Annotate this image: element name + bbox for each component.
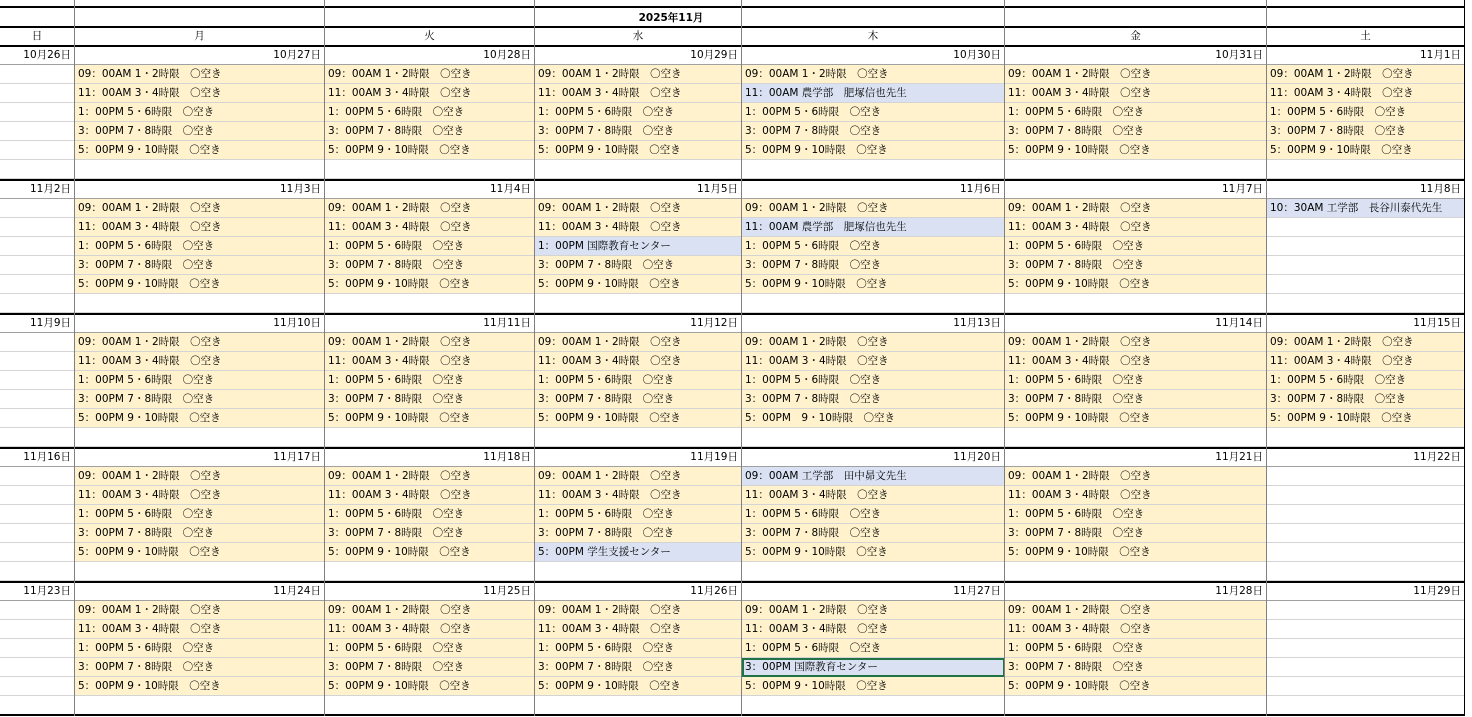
available-slot[interactable]: 1：00PM 5・6時限 〇空き — [75, 103, 325, 122]
available-slot[interactable]: 5：00PM 9・10時限 〇空き — [535, 141, 742, 160]
date-cell[interactable]: 11月2日 — [0, 180, 75, 199]
available-slot[interactable]: 5：00PM 9・10時限 〇空き — [75, 543, 325, 562]
available-slot[interactable]: 11：00AM 3・4時限 〇空き — [325, 486, 535, 505]
available-slot[interactable]: 3：00PM 7・8時限 〇空き — [325, 256, 535, 275]
available-slot[interactable]: 09：00AM 1・2時限 〇空き — [535, 467, 742, 486]
available-slot[interactable]: 1：00PM 5・6時限 〇空き — [325, 103, 535, 122]
available-slot[interactable]: 09：00AM 1・2時限 〇空き — [75, 333, 325, 352]
available-slot[interactable]: 3：00PM 7・8時限 〇空き — [1005, 122, 1267, 141]
available-slot[interactable]: 3：00PM 7・8時限 〇空き — [325, 524, 535, 543]
empty-cell[interactable] — [0, 84, 75, 103]
column-divider — [741, 0, 742, 716]
available-slot[interactable]: 5：00PM 9・10時限 〇空き — [1005, 677, 1267, 696]
available-slot[interactable]: 5：00PM 9・10時限 〇空き — [325, 275, 535, 294]
booked-slot[interactable]: 3：00PM 国際教育センター — [742, 658, 1005, 677]
empty-cell[interactable] — [1267, 620, 1465, 639]
available-slot[interactable]: 1：00PM 5・6時限 〇空き — [325, 371, 535, 390]
available-slot[interactable]: 3：00PM 7・8時限 〇空き — [1005, 524, 1267, 543]
available-slot[interactable]: 3：00PM 7・8時限 〇空き — [325, 122, 535, 141]
available-slot[interactable]: 3：00PM 7・8時限 〇空き — [742, 122, 1005, 141]
empty-cell[interactable] — [742, 160, 1005, 179]
available-slot[interactable]: 3：00PM 7・8時限 〇空き — [75, 390, 325, 409]
column-divider — [1004, 0, 1005, 716]
empty-cell[interactable] — [0, 620, 75, 639]
empty-cell[interactable] — [1267, 486, 1465, 505]
available-slot[interactable]: 11：00AM 3・4時限 〇空き — [1005, 352, 1267, 371]
available-slot[interactable]: 5：00PM 9・10時限 〇空き — [75, 409, 325, 428]
empty-cell[interactable] — [0, 160, 75, 179]
available-slot[interactable]: 5：00PM 9・10時限 〇空き — [325, 543, 535, 562]
empty-cell[interactable] — [0, 199, 75, 218]
available-slot[interactable]: 1：00PM 5・6時限 〇空き — [1005, 639, 1267, 658]
date-cell[interactable]: 11月27日 — [742, 582, 1005, 601]
available-slot[interactable]: 5：00PM 9・10時限 〇空き — [1005, 543, 1267, 562]
empty-cell[interactable] — [1005, 294, 1267, 313]
empty-cell[interactable] — [0, 333, 75, 352]
empty-cell[interactable] — [0, 428, 75, 447]
empty-cell[interactable] — [325, 428, 535, 447]
weekday-header-0[interactable]: 日 — [0, 27, 75, 46]
available-slot[interactable]: 1：00PM 5・6時限 〇空き — [742, 237, 1005, 256]
booked-slot[interactable]: 5：00PM 学生支援センター — [535, 543, 742, 562]
empty-cell[interactable] — [0, 467, 75, 486]
available-slot[interactable]: 09：00AM 1・2時限 〇空き — [535, 333, 742, 352]
available-slot[interactable]: 5：00PM 9・10時限 〇空き — [742, 409, 1005, 428]
date-cell[interactable]: 11月6日 — [742, 180, 1005, 199]
available-slot[interactable]: 1：00PM 5・6時限 〇空き — [742, 103, 1005, 122]
available-slot[interactable]: 11：00AM 3・4時限 〇空き — [75, 218, 325, 237]
available-slot[interactable]: 3：00PM 7・8時限 〇空き — [75, 658, 325, 677]
available-slot[interactable]: 09：00AM 1・2時限 〇空き — [1267, 65, 1465, 84]
date-cell[interactable]: 11月7日 — [1005, 180, 1267, 199]
available-slot[interactable]: 11：00AM 3・4時限 〇空き — [1267, 352, 1465, 371]
date-cell[interactable]: 11月16日 — [0, 448, 75, 467]
available-slot[interactable]: 3：00PM 7・8時限 〇空き — [535, 658, 742, 677]
available-slot[interactable]: 3：00PM 7・8時限 〇空き — [75, 122, 325, 141]
available-slot[interactable]: 5：00PM 9・10時限 〇空き — [1267, 409, 1465, 428]
available-slot[interactable]: 11：00AM 3・4時限 〇空き — [325, 84, 535, 103]
available-slot[interactable]: 1：00PM 5・6時限 〇空き — [535, 371, 742, 390]
available-slot[interactable]: 11：00AM 3・4時限 〇空き — [1005, 84, 1267, 103]
available-slot[interactable]: 09：00AM 1・2時限 〇空き — [1005, 467, 1267, 486]
date-cell[interactable]: 11月17日 — [75, 448, 325, 467]
date-cell[interactable]: 11月15日 — [1267, 314, 1465, 333]
date-cell[interactable]: 11月28日 — [1005, 582, 1267, 601]
weekday-header-6[interactable]: 土 — [1267, 27, 1465, 46]
empty-cell[interactable] — [0, 677, 75, 696]
date-cell[interactable]: 10月31日 — [1005, 46, 1267, 65]
available-slot[interactable]: 09：00AM 1・2時限 〇空き — [1005, 601, 1267, 620]
available-slot[interactable]: 11：00AM 3・4時限 〇空き — [535, 218, 742, 237]
empty-cell[interactable] — [1267, 543, 1465, 562]
available-slot[interactable]: 1：00PM 5・6時限 〇空き — [742, 639, 1005, 658]
empty-cell[interactable] — [1267, 237, 1465, 256]
available-slot[interactable]: 09：00AM 1・2時限 〇空き — [75, 65, 325, 84]
bottom-border — [0, 714, 1465, 716]
available-slot[interactable]: 09：00AM 1・2時限 〇空き — [742, 199, 1005, 218]
column-divider — [1464, 0, 1465, 716]
available-slot[interactable]: 1：00PM 5・6時限 〇空き — [1005, 103, 1267, 122]
available-slot[interactable]: 1：00PM 5・6時限 〇空き — [535, 505, 742, 524]
date-cell[interactable]: 11月13日 — [742, 314, 1005, 333]
available-slot[interactable]: 5：00PM 9・10時限 〇空き — [742, 543, 1005, 562]
empty-cell[interactable] — [535, 562, 742, 581]
available-slot[interactable]: 1：00PM 5・6時限 〇空き — [535, 103, 742, 122]
date-cell[interactable]: 11月18日 — [325, 448, 535, 467]
date-cell[interactable]: 11月12日 — [535, 314, 742, 333]
available-slot[interactable]: 1：00PM 5・6時限 〇空き — [1005, 237, 1267, 256]
available-slot[interactable]: 5：00PM 9・10時限 〇空き — [1005, 409, 1267, 428]
week-separator — [0, 179, 1465, 181]
available-slot[interactable]: 5：00PM 9・10時限 〇空き — [742, 141, 1005, 160]
available-slot[interactable]: 09：00AM 1・2時限 〇空き — [325, 65, 535, 84]
available-slot[interactable]: 09：00AM 1・2時限 〇空き — [325, 601, 535, 620]
available-slot[interactable]: 11：00AM 3・4時限 〇空き — [535, 486, 742, 505]
date-cell[interactable]: 11月14日 — [1005, 314, 1267, 333]
available-slot[interactable]: 11：00AM 3・4時限 〇空き — [742, 486, 1005, 505]
empty-cell[interactable] — [1267, 428, 1465, 447]
available-slot[interactable]: 09：00AM 1・2時限 〇空き — [742, 65, 1005, 84]
available-slot[interactable]: 09：00AM 1・2時限 〇空き — [325, 467, 535, 486]
date-cell[interactable]: 11月4日 — [325, 180, 535, 199]
booked-slot[interactable]: 1：00PM 国際教育センター — [535, 237, 742, 256]
empty-cell[interactable] — [1267, 505, 1465, 524]
empty-cell[interactable] — [0, 543, 75, 562]
empty-cell[interactable] — [75, 294, 325, 313]
available-slot[interactable]: 09：00AM 1・2時限 〇空き — [1005, 333, 1267, 352]
available-slot[interactable]: 09：00AM 1・2時限 〇空き — [1267, 333, 1465, 352]
empty-cell[interactable] — [0, 409, 75, 428]
empty-cell[interactable] — [1267, 467, 1465, 486]
available-slot[interactable]: 11：00AM 3・4時限 〇空き — [75, 486, 325, 505]
available-slot[interactable]: 3：00PM 7・8時限 〇空き — [1005, 256, 1267, 275]
date-cell[interactable]: 11月24日 — [75, 582, 325, 601]
week-separator — [0, 581, 1465, 583]
available-slot[interactable]: 1：00PM 5・6時限 〇空き — [75, 237, 325, 256]
empty-cell[interactable] — [1267, 562, 1465, 581]
date-cell[interactable]: 10月26日 — [0, 46, 75, 65]
available-slot[interactable]: 3：00PM 7・8時限 〇空き — [535, 122, 742, 141]
available-slot[interactable]: 1：00PM 5・6時限 〇空き — [75, 371, 325, 390]
available-slot[interactable]: 3：00PM 7・8時限 〇空き — [742, 256, 1005, 275]
empty-cell[interactable] — [1267, 256, 1465, 275]
available-slot[interactable]: 09：00AM 1・2時限 〇空き — [75, 601, 325, 620]
available-slot[interactable]: 5：00PM 9・10時限 〇空き — [75, 677, 325, 696]
available-slot[interactable]: 09：00AM 1・2時限 〇空き — [325, 199, 535, 218]
empty-cell[interactable] — [742, 562, 1005, 581]
empty-cell[interactable] — [1005, 562, 1267, 581]
available-slot[interactable]: 11：00AM 3・4時限 〇空き — [325, 620, 535, 639]
available-slot[interactable]: 1：00PM 5・6時限 〇空き — [1005, 371, 1267, 390]
available-slot[interactable]: 5：00PM 9・10時限 〇空き — [75, 275, 325, 294]
weekday-header-1[interactable]: 月 — [75, 27, 325, 46]
available-slot[interactable]: 5：00PM 9・10時限 〇空き — [1005, 141, 1267, 160]
date-cell[interactable]: 11月21日 — [1005, 448, 1267, 467]
column-divider — [534, 0, 535, 716]
empty-cell[interactable] — [1005, 696, 1267, 715]
empty-cell[interactable] — [1267, 160, 1465, 179]
weekday-header-5[interactable]: 金 — [1005, 27, 1267, 46]
header-separator — [0, 6, 1465, 8]
empty-cell[interactable] — [0, 371, 75, 390]
empty-cell[interactable] — [75, 562, 325, 581]
available-slot[interactable]: 1：00PM 5・6時限 〇空き — [75, 639, 325, 658]
available-slot[interactable]: 5：00PM 9・10時限 〇空き — [325, 409, 535, 428]
empty-cell[interactable] — [0, 103, 75, 122]
week-separator — [0, 45, 1465, 47]
available-slot[interactable]: 11：00AM 3・4時限 〇空き — [75, 620, 325, 639]
empty-cell[interactable] — [0, 562, 75, 581]
empty-cell[interactable] — [0, 524, 75, 543]
date-cell[interactable]: 11月22日 — [1267, 448, 1465, 467]
available-slot[interactable]: 11：00AM 3・4時限 〇空き — [535, 84, 742, 103]
empty-cell[interactable] — [75, 696, 325, 715]
empty-cell[interactable] — [75, 160, 325, 179]
available-slot[interactable]: 11：00AM 3・4時限 〇空き — [75, 352, 325, 371]
available-slot[interactable]: 1：00PM 5・6時限 〇空き — [325, 639, 535, 658]
available-slot[interactable]: 3：00PM 7・8時限 〇空き — [1267, 390, 1465, 409]
week-separator — [0, 447, 1465, 449]
available-slot[interactable]: 3：00PM 7・8時限 〇空き — [1005, 390, 1267, 409]
date-cell[interactable]: 11月10日 — [75, 314, 325, 333]
available-slot[interactable]: 11：00AM 3・4時限 〇空き — [325, 352, 535, 371]
empty-cell[interactable] — [325, 160, 535, 179]
empty-cell[interactable] — [535, 696, 742, 715]
week-separator — [0, 313, 1465, 315]
available-slot[interactable]: 09：00AM 1・2時限 〇空き — [535, 601, 742, 620]
booked-slot[interactable]: 09：00AM 工学部 田中昴文先生 — [742, 467, 1005, 486]
weekday-header-4[interactable]: 木 — [742, 27, 1005, 46]
available-slot[interactable]: 1：00PM 5・6時限 〇空き — [1005, 505, 1267, 524]
empty-cell[interactable] — [0, 294, 75, 313]
available-slot[interactable]: 09：00AM 1・2時限 〇空き — [535, 65, 742, 84]
empty-cell[interactable] — [1267, 294, 1465, 313]
date-cell[interactable]: 10月28日 — [325, 46, 535, 65]
date-cell[interactable]: 11月20日 — [742, 448, 1005, 467]
empty-cell[interactable] — [0, 65, 75, 84]
available-slot[interactable]: 3：00PM 7・8時限 〇空き — [535, 524, 742, 543]
available-slot[interactable]: 5：00PM 9・10時限 〇空き — [325, 141, 535, 160]
empty-cell[interactable] — [1267, 524, 1465, 543]
available-slot[interactable]: 1：00PM 5・6時限 〇空き — [1267, 371, 1465, 390]
available-slot[interactable]: 11：00AM 3・4時限 〇空き — [742, 620, 1005, 639]
available-slot[interactable]: 3：00PM 7・8時限 〇空き — [325, 390, 535, 409]
empty-cell[interactable] — [742, 294, 1005, 313]
empty-cell[interactable] — [0, 122, 75, 141]
date-cell[interactable]: 11月8日 — [1267, 180, 1465, 199]
available-slot[interactable]: 5：00PM 9・10時限 〇空き — [325, 677, 535, 696]
empty-cell[interactable] — [535, 428, 742, 447]
available-slot[interactable]: 1：00PM 5・6時限 〇空き — [742, 505, 1005, 524]
empty-cell[interactable] — [1267, 275, 1465, 294]
available-slot[interactable]: 5：00PM 9・10時限 〇空き — [535, 677, 742, 696]
available-slot[interactable]: 3：00PM 7・8時限 〇空き — [75, 524, 325, 543]
empty-cell[interactable] — [0, 237, 75, 256]
date-cell[interactable]: 10月29日 — [535, 46, 742, 65]
available-slot[interactable]: 3：00PM 7・8時限 〇空き — [1267, 122, 1465, 141]
empty-cell[interactable] — [0, 141, 75, 160]
available-slot[interactable]: 11：00AM 3・4時限 〇空き — [535, 352, 742, 371]
date-cell[interactable]: 11月11日 — [325, 314, 535, 333]
empty-cell[interactable] — [742, 428, 1005, 447]
empty-cell[interactable] — [0, 352, 75, 371]
empty-cell[interactable] — [0, 505, 75, 524]
weekday-header-3[interactable]: 水 — [535, 27, 742, 46]
available-slot[interactable]: 5：00PM 9・10時限 〇空き — [535, 409, 742, 428]
empty-cell[interactable] — [1267, 658, 1465, 677]
column-divider — [1266, 0, 1267, 716]
booked-slot[interactable]: 11：00AM 農学部 肥塚信也先生 — [742, 84, 1005, 103]
header-separator — [0, 26, 1465, 28]
available-slot[interactable]: 09：00AM 1・2時限 〇空き — [325, 333, 535, 352]
empty-cell[interactable] — [1267, 696, 1465, 715]
available-slot[interactable]: 11：00AM 3・4時限 〇空き — [742, 352, 1005, 371]
available-slot[interactable]: 09：00AM 1・2時限 〇空き — [1005, 199, 1267, 218]
empty-cell[interactable] — [1267, 218, 1465, 237]
available-slot[interactable]: 09：00AM 1・2時限 〇空き — [1005, 65, 1267, 84]
weekday-header-2[interactable]: 火 — [325, 27, 535, 46]
booked-slot[interactable]: 10：30AM 工学部 長谷川泰代先生 — [1267, 199, 1465, 218]
available-slot[interactable]: 3：00PM 7・8時限 〇空き — [325, 658, 535, 677]
available-slot[interactable]: 3：00PM 7・8時限 〇空き — [1005, 658, 1267, 677]
empty-cell[interactable] — [742, 696, 1005, 715]
available-slot[interactable]: 11：00AM 3・4時限 〇空き — [75, 84, 325, 103]
date-cell[interactable]: 11月5日 — [535, 180, 742, 199]
date-cell[interactable]: 11月1日 — [1267, 46, 1465, 65]
booked-slot[interactable]: 11：00AM 農学部 肥塚信也先生 — [742, 218, 1005, 237]
available-slot[interactable]: 11：00AM 3・4時限 〇空き — [325, 218, 535, 237]
available-slot[interactable]: 11：00AM 3・4時限 〇空き — [1005, 620, 1267, 639]
date-cell[interactable]: 11月25日 — [325, 582, 535, 601]
empty-cell[interactable] — [1005, 160, 1267, 179]
date-cell[interactable]: 10月30日 — [742, 46, 1005, 65]
empty-cell[interactable] — [1267, 677, 1465, 696]
empty-cell[interactable] — [0, 696, 75, 715]
available-slot[interactable]: 1：00PM 5・6時限 〇空き — [1267, 103, 1465, 122]
column-divider — [324, 0, 325, 716]
available-slot[interactable]: 5：00PM 9・10時限 〇空き — [742, 677, 1005, 696]
available-slot[interactable]: 1：00PM 5・6時限 〇空き — [325, 237, 535, 256]
date-cell[interactable]: 11月23日 — [0, 582, 75, 601]
available-slot[interactable]: 5：00PM 9・10時限 〇空き — [535, 275, 742, 294]
available-slot[interactable]: 09：00AM 1・2時限 〇空き — [535, 199, 742, 218]
empty-cell[interactable] — [0, 390, 75, 409]
available-slot[interactable]: 5：00PM 9・10時限 〇空き — [1267, 141, 1465, 160]
empty-cell[interactable] — [0, 256, 75, 275]
empty-cell[interactable] — [75, 428, 325, 447]
available-slot[interactable]: 3：00PM 7・8時限 〇空き — [742, 390, 1005, 409]
available-slot[interactable]: 1：00PM 5・6時限 〇空き — [535, 639, 742, 658]
empty-cell[interactable] — [0, 639, 75, 658]
available-slot[interactable]: 09：00AM 1・2時限 〇空き — [742, 333, 1005, 352]
date-cell[interactable]: 11月29日 — [1267, 582, 1465, 601]
date-cell[interactable]: 11月3日 — [75, 180, 325, 199]
empty-cell[interactable] — [0, 601, 75, 620]
available-slot[interactable]: 11：00AM 3・4時限 〇空き — [1005, 218, 1267, 237]
date-cell[interactable]: 11月19日 — [535, 448, 742, 467]
empty-cell[interactable] — [325, 562, 535, 581]
empty-cell[interactable] — [325, 696, 535, 715]
empty-cell[interactable] — [0, 275, 75, 294]
empty-cell[interactable] — [325, 294, 535, 313]
empty-cell[interactable] — [0, 218, 75, 237]
available-slot[interactable]: 11：00AM 3・4時限 〇空き — [1267, 84, 1465, 103]
available-slot[interactable]: 5：00PM 9・10時限 〇空き — [1005, 275, 1267, 294]
calendar-title[interactable]: 2025年11月 — [75, 8, 1267, 28]
empty-cell[interactable] — [535, 160, 742, 179]
available-slot[interactable]: 5：00PM 9・10時限 〇空き — [742, 275, 1005, 294]
available-slot[interactable]: 3：00PM 7・8時限 〇空き — [742, 524, 1005, 543]
empty-cell[interactable] — [0, 486, 75, 505]
empty-cell[interactable] — [1267, 639, 1465, 658]
date-cell[interactable]: 11月9日 — [0, 314, 75, 333]
available-slot[interactable]: 5：00PM 9・10時限 〇空き — [75, 141, 325, 160]
available-slot[interactable]: 3：00PM 7・8時限 〇空き — [75, 256, 325, 275]
column-divider — [74, 0, 75, 716]
empty-cell[interactable] — [1005, 428, 1267, 447]
available-slot[interactable]: 11：00AM 3・4時限 〇空き — [535, 620, 742, 639]
available-slot[interactable]: 3：00PM 7・8時限 〇空き — [535, 390, 742, 409]
available-slot[interactable]: 1：00PM 5・6時限 〇空き — [325, 505, 535, 524]
available-slot[interactable]: 1：00PM 5・6時限 〇空き — [75, 505, 325, 524]
date-cell[interactable]: 10月27日 — [75, 46, 325, 65]
empty-cell[interactable] — [0, 658, 75, 677]
empty-cell[interactable] — [1267, 601, 1465, 620]
available-slot[interactable]: 1：00PM 5・6時限 〇空き — [742, 371, 1005, 390]
available-slot[interactable]: 11：00AM 3・4時限 〇空き — [1005, 486, 1267, 505]
available-slot[interactable]: 09：00AM 1・2時限 〇空き — [742, 601, 1005, 620]
empty-cell[interactable] — [535, 294, 742, 313]
available-slot[interactable]: 09：00AM 1・2時限 〇空き — [75, 199, 325, 218]
date-cell[interactable]: 11月26日 — [535, 582, 742, 601]
available-slot[interactable]: 3：00PM 7・8時限 〇空き — [535, 256, 742, 275]
available-slot[interactable]: 09：00AM 1・2時限 〇空き — [75, 467, 325, 486]
